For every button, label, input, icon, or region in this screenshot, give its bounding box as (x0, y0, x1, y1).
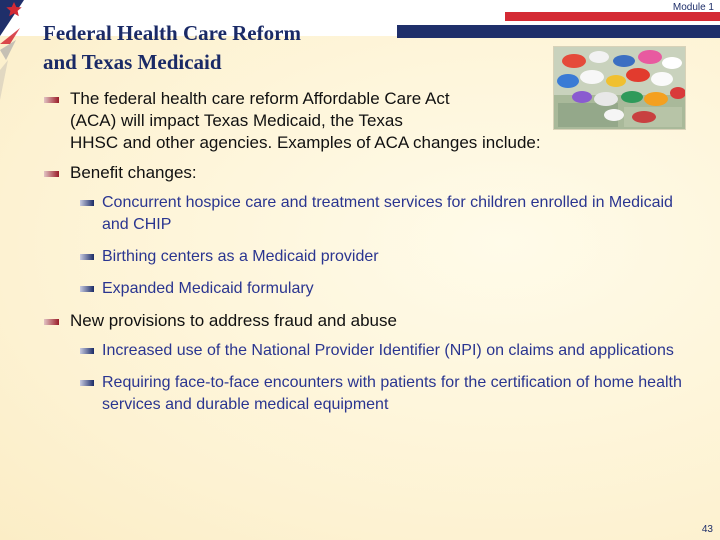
bullet-text: Benefit changes: (70, 163, 197, 182)
subbullet-marker-icon (80, 380, 94, 386)
subbullet-birthing-centers (80, 246, 689, 268)
module-label: Module 1 (672, 2, 714, 13)
page-number: 43 (701, 524, 713, 535)
bullet-aca-impact (44, 88, 689, 154)
subbullet-text: Increased use of the National Provider Identifier (NPI) on claims and applications (102, 342, 674, 359)
title-line-2: and Texas Medicaid (43, 50, 222, 74)
bullet-marker-icon (44, 319, 59, 325)
bullet-fraud-abuse (44, 310, 689, 332)
subbullet-text: Concurrent hospice care and treatment services for children enrolled in Medicaid and CHIP (102, 194, 673, 233)
subbullet-formulary (80, 278, 689, 300)
subbullet-marker-icon (80, 286, 94, 292)
bullet-marker-icon (44, 171, 59, 177)
bullet-text: The federal health care reform Affordable Care Act (ACA) will impact Texas Medicaid, the Texas HHSC and other agencies. Examples of ACA changes include: (70, 89, 541, 152)
bullet-text: New provisions to address fraud and abuse (70, 311, 397, 330)
texas-star-corner-icon (0, 0, 40, 120)
subbullet-face-to-face (80, 372, 689, 416)
bullet-benefit-changes (44, 162, 689, 184)
header-navy-bar (397, 25, 720, 38)
subbullet-marker-icon (80, 254, 94, 260)
subbullet-npi (80, 340, 689, 362)
header-red-bar (505, 12, 720, 21)
subbullet-hospice-care (80, 192, 689, 236)
bullet-marker-icon (44, 97, 59, 103)
title-line-1: Federal Health Care Reform (43, 21, 301, 45)
bullet-list (44, 88, 689, 426)
subbullet-text: Birthing centers as a Medicaid provider (102, 248, 379, 265)
slide-title (43, 19, 373, 77)
subbullet-text: Expanded Medicaid formulary (102, 280, 314, 297)
subbullet-marker-icon (80, 200, 94, 206)
subbullet-marker-icon (80, 348, 94, 354)
subbullet-text: Requiring face-to-face encounters with patients for the certification of home health services and durable medical equipment (102, 374, 682, 413)
